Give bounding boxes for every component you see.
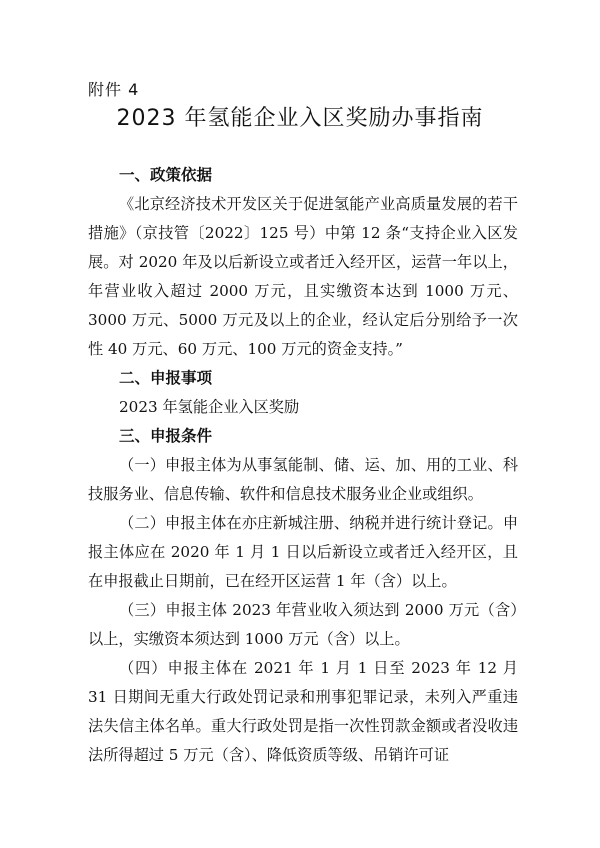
condition-paragraph-4: （四）申报主体在 2021 年 1 月 1 日至 2023 年 12 月 31 日期间无重大行政处罚记录和刑事犯罪记录，未列入严重违法失信主体名单。重大行政处罚是指一次性罚款金额或者没收违法所得超过 5 万元（含）、降低资质等级、吊销许可证 xyxy=(88,659,518,764)
section-heading-application-conditions: 三、申报条件 xyxy=(119,427,213,445)
section-heading-policy-basis: 一、政策依据 xyxy=(119,166,213,184)
document-title: 2023 年氢能企业入区奖励办事指南 xyxy=(116,106,484,131)
attachment-label: 附件 4 xyxy=(88,80,140,99)
condition-paragraph-1: （一）申报主体为从事氢能制、储、运、加、用的工业、科技服务业、信息传输、软件和信息技术服务业企业或组织。 xyxy=(88,456,518,503)
section-heading-application-item: 二、申报事项 xyxy=(119,369,213,387)
condition-paragraph-2: （二）申报主体在亦庄新城注册、纳税并进行统计登记。申报主体应在 2020 年 1 月 1 日以后新设立或者迁入经开区，且在申报截止日期前，已在经开区运营 1 年（含）以上。 xyxy=(88,514,518,590)
condition-paragraph-3: （三）申报主体 2023 年营业收入须达到 2000 万元（含）以上，实缴资本须达到 1000 万元（含）以上。 xyxy=(88,601,518,648)
policy-basis-paragraph: 《北京经济技术开发区关于促进氢能产业高质量发展的若干措施》（京技管〔2022〕125 号）中第 12 条“支持企业入区发展。对 2020 年及以后新设立或者迁入经开区，运营一年以上，年营业收入超过 2000 万元，且实缴资本达到 1000 万元、3000 万元、5000 万元及以上的企业，经认定后分别给予一次性 40 万元、60 万元、100 万元的资金支持。” xyxy=(88,195,518,358)
document-body xyxy=(88,161,518,770)
application-item-text: 2023 年氢能企业入区奖励 xyxy=(119,398,300,416)
